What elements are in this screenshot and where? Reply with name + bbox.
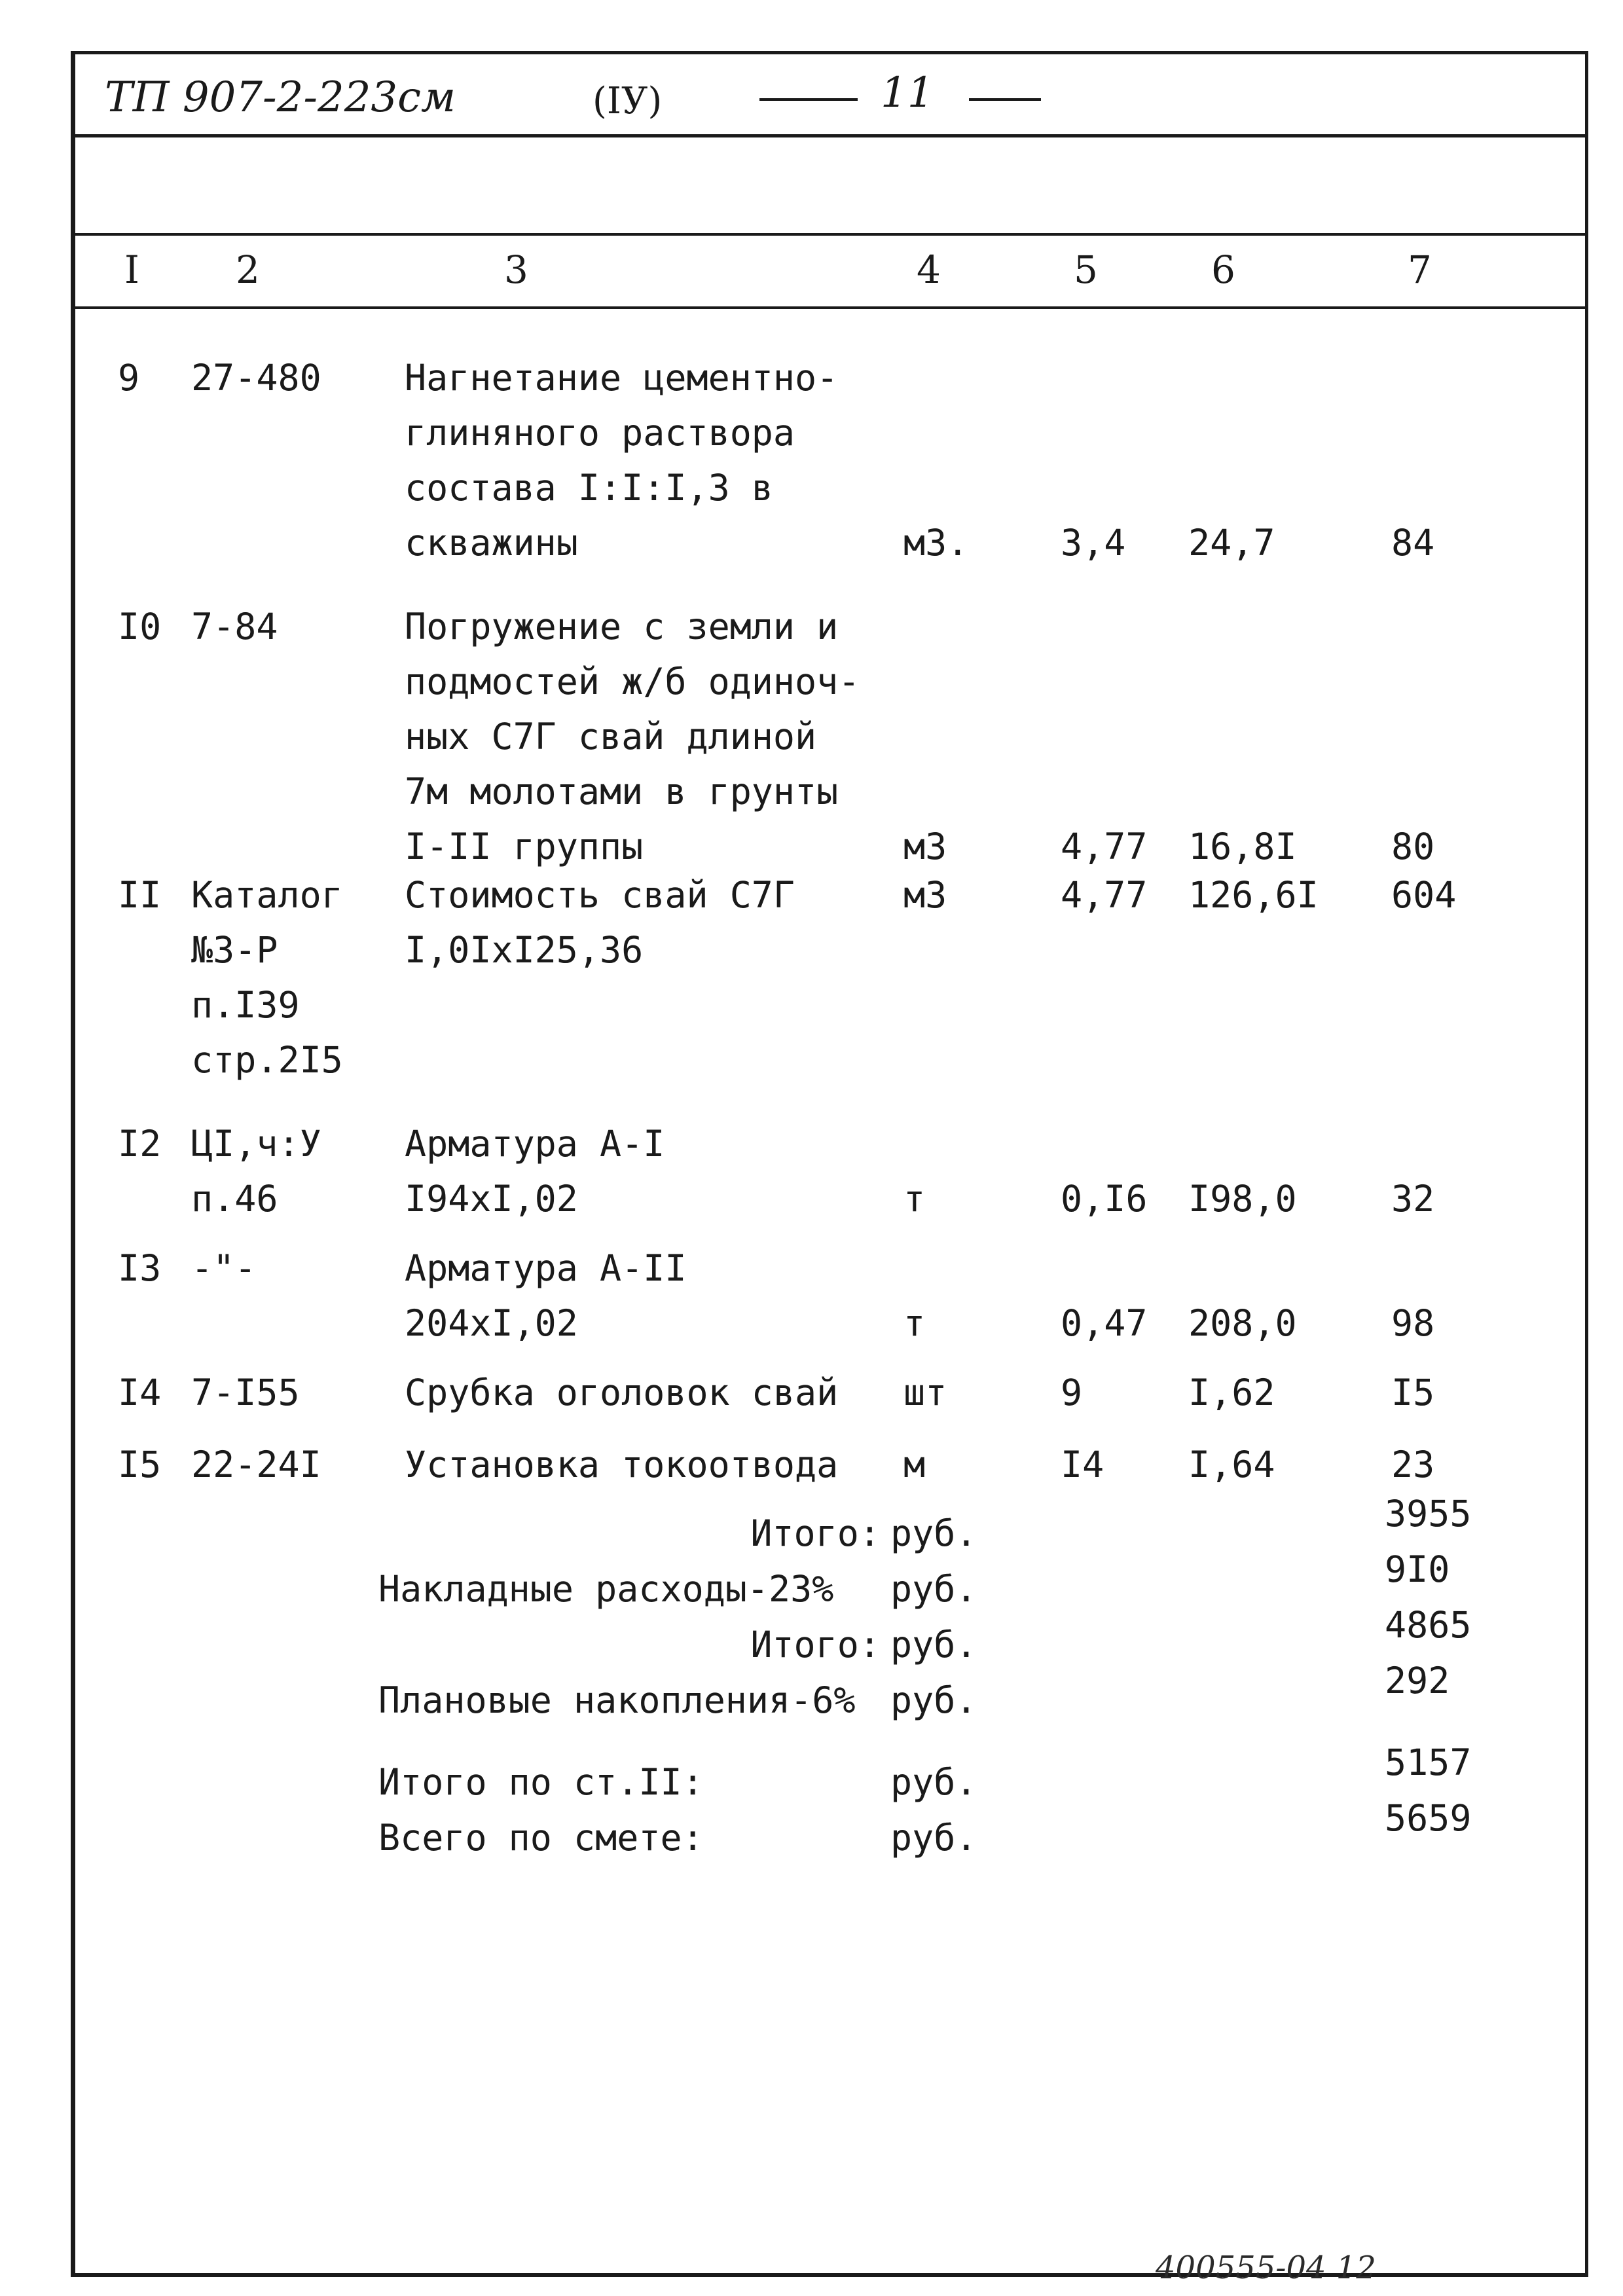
row-code-line: ЦI,ч:У [191,1123,321,1165]
row-price: 24,7 [1188,522,1275,564]
total-unit: руб. [890,1624,977,1666]
row-code-line: Каталог [191,874,343,916]
total-label: Всего по смете: [378,1817,704,1859]
row-number: I0 [118,606,162,647]
document-part: (IУ) [593,80,663,122]
total-unit: руб. [890,1761,977,1803]
row-price: 126,6I [1188,874,1319,916]
row-price: I,62 [1188,1372,1275,1413]
column-number: 2 [236,247,260,292]
row-total: 84 [1391,522,1435,564]
header-rule [73,134,1587,137]
row-number: I5 [118,1444,162,1485]
total-label: Итого: [750,1512,881,1554]
row-description [405,350,838,570]
document-code: ТП 907-2-223см [105,73,456,122]
row-number: I4 [118,1372,162,1413]
row-code [191,1365,300,1420]
row-description [405,599,860,874]
row-total: 32 [1391,1178,1435,1220]
total-value: 5157 [1385,1741,1472,1783]
row-price: 16,8I [1188,826,1297,867]
row-code-line: 7-I55 [191,1372,300,1413]
row-description-line: состава I:I:I,3 в [405,467,773,509]
row-description-line: Арматура А-II [405,1247,687,1289]
row-description-line: I,0IxI25,36 [405,929,644,971]
row-number: 9 [118,357,140,399]
row-description-line: Погружение с земли и [405,606,839,647]
row-code [191,1437,321,1492]
row-description-line: глиняного раствора [405,412,795,454]
row-unit: м [903,1444,926,1485]
row-unit: м3 [903,874,947,916]
row-unit: м3 [903,826,947,867]
row-total: 80 [1391,826,1435,867]
row-quantity: 0,I6 [1061,1178,1148,1220]
row-number: I2 [118,1123,162,1165]
total-unit: руб. [890,1512,977,1554]
row-price: I,64 [1188,1444,1275,1485]
row-description-line: Срубка оголовок свай [405,1372,839,1413]
row-description [405,1116,665,1226]
column-number: 5 [1074,247,1098,292]
total-unit: руб. [890,1679,977,1721]
total-label: Итого по ст.II: [378,1761,704,1803]
row-code-line: стр.2I5 [191,1039,343,1081]
row-quantity: 4,77 [1061,874,1148,916]
row-code-line: -"- [191,1247,257,1289]
row-total: 604 [1391,874,1457,916]
row-code-line: п.46 [191,1178,278,1220]
row-description-line: 7м молотами в грунты [405,771,839,812]
row-unit: т [903,1302,926,1344]
row-unit: шт [903,1372,947,1413]
row-unit: м3. [903,522,969,564]
row-total: I5 [1391,1372,1435,1413]
row-description-line: подмостей ж/б одиноч- [405,661,860,702]
row-description [405,1241,686,1351]
total-label: Плановые накопления-6% [378,1679,856,1721]
row-code-line: п.I39 [191,984,300,1026]
row-description [405,867,795,977]
row-number: I3 [118,1247,162,1289]
row-code-line: №3-Р [191,929,278,971]
total-label: Накладные расходы-23% [378,1568,834,1610]
row-description-line: 204xI,02 [405,1302,578,1344]
total-value: 5659 [1385,1797,1472,1839]
row-quantity: I4 [1061,1444,1104,1485]
row-total: 23 [1391,1444,1435,1485]
row-price: 208,0 [1188,1302,1297,1344]
total-unit: руб. [890,1568,977,1610]
total-value: 9I0 [1385,1548,1450,1590]
total-value: 4865 [1385,1604,1472,1646]
total-value: 3955 [1385,1493,1472,1535]
row-code [191,599,278,654]
row-price: I98,0 [1188,1178,1297,1220]
column-number: I [124,247,139,292]
row-code [191,1116,321,1226]
column-header-rule [73,306,1587,309]
row-quantity: 3,4 [1061,522,1126,564]
column-number: 6 [1211,247,1235,292]
column-number: 3 [504,247,528,292]
row-total: 98 [1391,1302,1435,1344]
row-description-line: Нагнетание цементно- [405,357,839,399]
total-unit: руб. [890,1817,977,1859]
row-description [405,1437,838,1492]
row-code [191,350,321,405]
row-code-line: 27-480 [191,357,321,399]
row-code-line: 22-24I [191,1444,321,1485]
page-dash-left [759,98,858,101]
row-number: II [118,874,162,916]
row-description-line: Стоимость свай С7Г [405,874,795,916]
row-unit: т [903,1178,926,1220]
row-code [191,1241,256,1296]
total-value: 292 [1385,1660,1450,1702]
row-code-line: 7-84 [191,606,278,647]
page-number: 11 [881,69,934,117]
row-code [191,867,343,1087]
row-description-line: I-II группы [405,826,644,867]
page-dash-right [969,98,1041,101]
row-description-line: Арматура А-I [405,1123,665,1165]
row-description-line: Установка токоотвода [405,1444,839,1485]
row-quantity: 4,77 [1061,826,1148,867]
row-quantity: 0,47 [1061,1302,1148,1344]
row-description [405,1365,838,1420]
table-top-rule [73,233,1587,236]
row-description-line: скважины [405,522,578,564]
row-quantity: 9 [1061,1372,1083,1413]
total-label: Итого: [750,1624,881,1666]
row-description-line: ных С7Г свай длиной [405,716,817,757]
column-number: 7 [1408,247,1432,292]
footer-note: 400555-04 12 [1156,2250,1376,2286]
row-description-line: I94xI,02 [405,1178,578,1220]
column-number: 4 [917,247,941,292]
